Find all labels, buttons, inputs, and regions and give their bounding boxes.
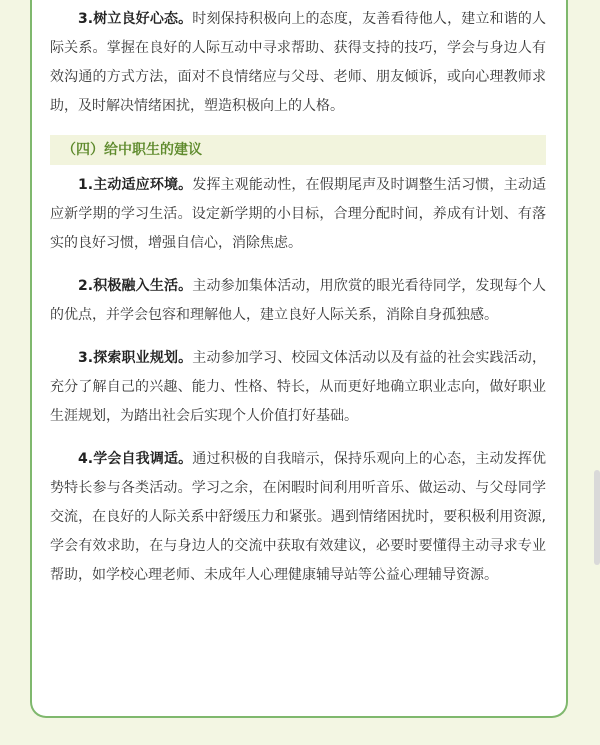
advice-heading: 3.探索职业规划。 [78,350,193,366]
paragraph-body: 时刻保持积极向上的态度，友善看待他人，建立和谐的人际关系。掌握在良好的人际互动中寻求帮助、获得支持的技巧，学会与身边人有效沟通的方式方法，面对不良情绪应与父母、老师、朋友倾诉，或向心理教师求助，及时解决情绪困扰，塑造积极向上的人格。 [50,11,546,114]
scrollbar[interactable] [594,470,600,565]
advice-body: 发挥主观能动性，在假期尾声及时调整生活习惯，主动适应新学期的学习生活。设定新学期的小目标，合理分配时间，养成有计划、有落实的良好习惯，增强自信心，消除焦虑。 [50,177,546,251]
section-title: （四）给中职生的建议 [50,135,546,165]
advice-item-3 [50,344,546,431]
advice-item-2 [50,272,546,330]
advice-body: 主动参加集体活动，用欣赏的眼光看待同学，发现每个人的优点，并学会包容和理解他人，建立良好人际关系，消除自身孤独感。 [50,278,546,323]
advice-item-1 [50,171,546,258]
advice-heading: 4.学会自我调适。 [78,451,193,467]
paragraph-healthy-mindset [50,5,546,121]
advice-heading: 1.主动适应环境。 [78,177,193,193]
advice-item-4 [50,445,546,590]
advice-body: 通过积极的自我暗示，保持乐观向上的心态，主动发挥优势特长参与各类活动。学习之余，在闲暇时间利用听音乐、做运动、与父母同学交流，在良好的人际关系中舒缓压力和紧张。遇到情绪困扰时，要积极利用资源,学会有效求助，在与身边人的交流中获取有效建议，必要时要懂得主动寻求专业帮助，如学校心理老师、未成年人心理健康辅导站等公益心理辅导资源。 [50,451,546,583]
advice-body: 主动参加学习、校园文体活动以及有益的社会实践活动，充分了解自己的兴趣、能力、性格、特长，从而更好地确立职业志向，做好职业生涯规划，为踏出社会后实现个人价值打好基础。 [50,350,546,424]
advice-heading: 2.积极融入生活。 [78,278,193,294]
paragraph-heading: 3.树立良好心态。 [78,11,193,27]
article-card [30,0,568,718]
